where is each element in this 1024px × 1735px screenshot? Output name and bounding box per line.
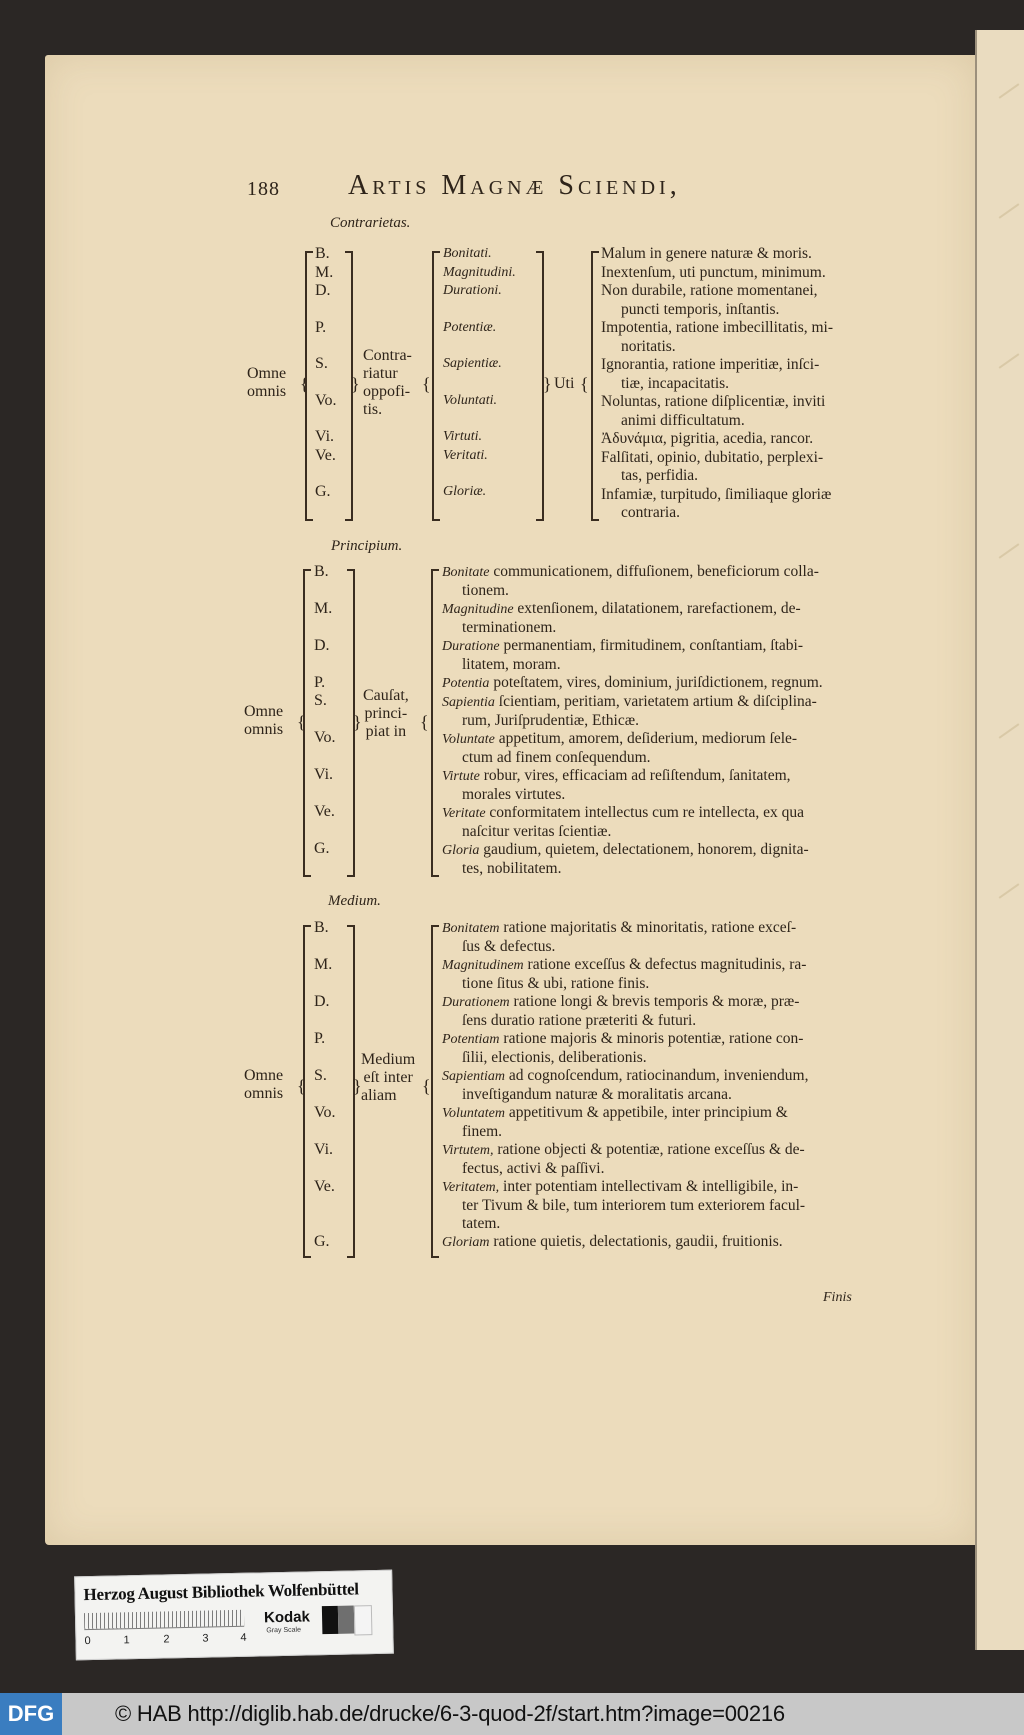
- verb-line: riatur: [363, 365, 398, 382]
- letter: B.: [314, 563, 329, 580]
- brace-icon: }: [351, 374, 360, 394]
- entry: Malum in genere naturæ & moris.: [601, 245, 812, 262]
- letter: G.: [314, 1233, 330, 1250]
- section-caption-contrarietas: Contrarietas.: [330, 215, 411, 231]
- closing-word: Finis: [823, 1290, 852, 1305]
- footer-bar: [0, 1693, 1024, 1735]
- tick: 1: [123, 1634, 130, 1647]
- book-page: [45, 55, 975, 1545]
- tick: 4: [240, 1631, 247, 1644]
- dative: Voluntati.: [443, 392, 498, 408]
- brace-icon: {: [297, 1076, 306, 1096]
- letter: Vi.: [314, 766, 334, 783]
- verb-line: princi-: [364, 705, 408, 722]
- entry: Voluntatem appetitivum & appetibile, inter principium & finem.: [442, 1104, 788, 1140]
- entry: Falſitati, opinio, dubitatio, perplexi- tas, perfidia.: [601, 448, 824, 484]
- verb-line: piat in: [365, 723, 407, 740]
- bracket-left-icon: [591, 251, 593, 521]
- subject-word: Omne: [247, 365, 287, 382]
- letter: P.: [315, 318, 327, 336]
- entry: Ignorantia, ratione imperitiæ, inſci- tiæ, incapacitatis.: [601, 356, 820, 392]
- dative: Virtuti.: [443, 429, 483, 444]
- bracket-left-icon: [305, 251, 307, 521]
- entry: Sapientia ſcientiam, peritiam, varietatem artium & diſciplina- rum, Juriſprudentiæ, Ethicæ.: [442, 693, 817, 729]
- subject-label: [247, 365, 286, 401]
- verb-label: [363, 687, 409, 741]
- letter: D.: [314, 637, 330, 654]
- bracket-left-icon: [432, 251, 434, 521]
- bracket-left-icon: [431, 569, 433, 877]
- entry: Sapientiam ad cognoſcendum, ratiocinandum, inveniendum, inveſtigandum naturæ & moralitatis arcana.: [442, 1067, 809, 1103]
- subject-word: omnis: [244, 1085, 284, 1102]
- dative: Potentiæ.: [443, 319, 497, 335]
- entry: Impotentia, ratione imbecillitatis, mi- noritatis.: [601, 319, 834, 355]
- entry-list: [442, 563, 823, 878]
- verb-line: eſt inter: [363, 1069, 413, 1086]
- letter: D.: [314, 993, 330, 1010]
- letter: Ve.: [314, 1178, 335, 1195]
- brace-icon: }: [353, 1076, 362, 1096]
- adjacent-page-edge: [975, 30, 1024, 1650]
- copyright-link[interactable]: © HAB http://diglib.hab.de/drucke/6-3-quod-2f/start.htm?image=00216: [115, 1701, 785, 1726]
- entry: Magnitudinem ratione exceſſus & defectus magnitudinis, ra- tione ſitus & ubi, ratione finis.: [442, 956, 807, 992]
- dfg-logo: DFG: [0, 1693, 62, 1735]
- dative: Sapientiæ.: [443, 356, 502, 371]
- letter: S.: [314, 1067, 327, 1084]
- letter-column: [315, 245, 337, 502]
- entry: Gloria gaudium, quietem, delectationem, honorem, dignita- tes, nobilitatem.: [442, 841, 809, 877]
- entry: Inextenſum, uti punctum, minimum.: [601, 263, 826, 281]
- bracket-left-icon: [303, 569, 305, 877]
- entry: Potentiam ratione majoris & minoris potentiæ, ratione con- ſilii, electionis, deliberationis.: [442, 1030, 804, 1066]
- entry: Bonitatem ratione majoritatis & minoritatis, ratione exceſ- ſus & defectus.: [442, 919, 797, 955]
- subject-label: [244, 1067, 283, 1103]
- dative: Veritati.: [443, 447, 488, 463]
- bracket-left-icon: [303, 925, 305, 1258]
- brace-icon: }: [543, 374, 552, 394]
- dative: Bonitati.: [443, 246, 492, 261]
- letter: Vo.: [315, 391, 337, 409]
- bracket-left-icon: [431, 925, 433, 1258]
- verb-line: oppofi-: [363, 383, 411, 400]
- letter: P.: [314, 674, 326, 691]
- subject-word: Omne: [244, 703, 284, 720]
- page-number: 188: [247, 178, 280, 200]
- letter: G.: [315, 483, 331, 500]
- entry: Virtute robur, vires, efficaciam ad reſiſtendum, ſanitatem, morales virtutes.: [442, 767, 791, 803]
- subject-word: Omne: [244, 1067, 284, 1084]
- letter: M.: [315, 263, 334, 281]
- gray-swatch-white: [354, 1605, 373, 1635]
- entry: Voluntate appetitum, amorem, deſiderium, mediorum ſele- ctum ad finem conſequendum.: [442, 730, 798, 766]
- dative: Magnitudini.: [443, 264, 516, 280]
- verb-label: [361, 1051, 415, 1105]
- entry: Veritate conformitatem intellectus cum re intellecta, ex qua naſcitur veritas ſcientiæ.: [442, 804, 805, 840]
- subject-label: [244, 703, 283, 739]
- entry: Bonitate communicationem, diffuſionem, beneficiorum colla- tionem.: [442, 563, 819, 599]
- entry: Noluntas, ratione diſplicentiæ, inviti animi difficultatum.: [601, 393, 826, 429]
- gray-swatch-mid: [338, 1605, 355, 1633]
- verb-line: Medium: [361, 1051, 416, 1068]
- letter: G.: [314, 840, 330, 857]
- tick: 3: [202, 1632, 209, 1645]
- letter: Vo.: [314, 729, 336, 746]
- verb-line: aliam: [361, 1087, 397, 1104]
- entry: Duratione permanentiam, firmitudinem, conſtantiam, ſtabi- litatem, moram.: [442, 637, 804, 673]
- entry: Durationem ratione longi & brevis temporis & moræ, præ- ſens duratio ratione præteriti & futuri.: [442, 993, 800, 1029]
- kodak-logo: Kodak: [263, 1608, 311, 1627]
- verb-label: [363, 347, 412, 419]
- letter: Vi.: [314, 1141, 334, 1158]
- dative-column: [443, 245, 516, 502]
- entry: Ἀδυνάμια, pigritia, acedia, rancor.: [601, 430, 814, 447]
- entry-list: [601, 245, 833, 523]
- entry: Gloriam ratione quietis, delectationis, gaudii, fruitionis.: [442, 1233, 783, 1250]
- entry: Infamiæ, turpitudo, ſimiliaque gloriæ contraria.: [601, 485, 832, 521]
- dative: Gloriæ.: [443, 484, 487, 499]
- brace-icon: {: [580, 374, 589, 394]
- letter: Vi.: [315, 428, 335, 445]
- letter: P.: [314, 1030, 326, 1047]
- section-caption-medium: Medium.: [328, 893, 381, 909]
- brace-icon: {: [297, 712, 306, 732]
- brace-icon: {: [420, 712, 429, 732]
- connector-label: Uti: [554, 375, 575, 392]
- letter: M.: [314, 956, 333, 973]
- letter: Ve.: [314, 803, 335, 820]
- brace-icon: {: [422, 374, 431, 394]
- library-label-card: [74, 1570, 394, 1661]
- entry: Magnitudine extenſionem, dilatationem, rarefactionem, de- terminationem.: [442, 600, 801, 636]
- entry: Potentia poteſtatem, vires, dominium, juriſdictionem, regnum.: [442, 674, 823, 691]
- gray-scale-label: Gray Scale: [266, 1626, 302, 1635]
- letter: S.: [314, 692, 327, 709]
- ruler-ticks: [84, 1631, 254, 1648]
- letter: B.: [315, 245, 330, 262]
- gray-swatch-black: [322, 1606, 339, 1634]
- subject-word: omnis: [244, 721, 284, 738]
- entry-list: [442, 919, 808, 1252]
- letter: M.: [314, 600, 333, 617]
- section-caption-principium: Principium.: [331, 538, 403, 554]
- brace-icon: {: [300, 374, 309, 394]
- subject-word: omnis: [247, 383, 287, 400]
- verb-line: Contra-: [363, 347, 412, 364]
- brace-icon: {: [422, 1076, 431, 1096]
- letter-column: [314, 563, 336, 858]
- letter: Vo.: [314, 1104, 336, 1121]
- running-title: Artis Magnæ Sciendi,: [348, 170, 681, 201]
- brace-icon: }: [353, 712, 362, 732]
- letter: S.: [315, 355, 328, 372]
- institution-name: Herzog August Bibliothek Wolfenbüttel: [83, 1579, 359, 1605]
- entry: Non durabile, ratione momentanei, puncti temporis, inſtantis.: [601, 282, 818, 318]
- ruler-scale: [84, 1610, 244, 1630]
- letter: B.: [314, 919, 329, 936]
- entry: Virtutem, ratione objecti & potentiæ, ratione exceſſus & de- fectus, activi & paſſivi.: [442, 1141, 805, 1177]
- entry: Veritatem, inter potentiam intellectivam & intelligibile, in- ter Tivum & bile, tum interiorem tum exteriorem facul- tatem.: [442, 1178, 806, 1232]
- tick: 2: [163, 1633, 170, 1646]
- verb-line: Cauſat,: [363, 687, 409, 704]
- dative: Durationi.: [443, 283, 502, 298]
- letter: D.: [315, 282, 331, 299]
- letter-column: [314, 919, 336, 1251]
- tick: 0: [84, 1635, 91, 1648]
- letter: Ve.: [315, 446, 336, 464]
- verb-line: tis.: [363, 401, 383, 418]
